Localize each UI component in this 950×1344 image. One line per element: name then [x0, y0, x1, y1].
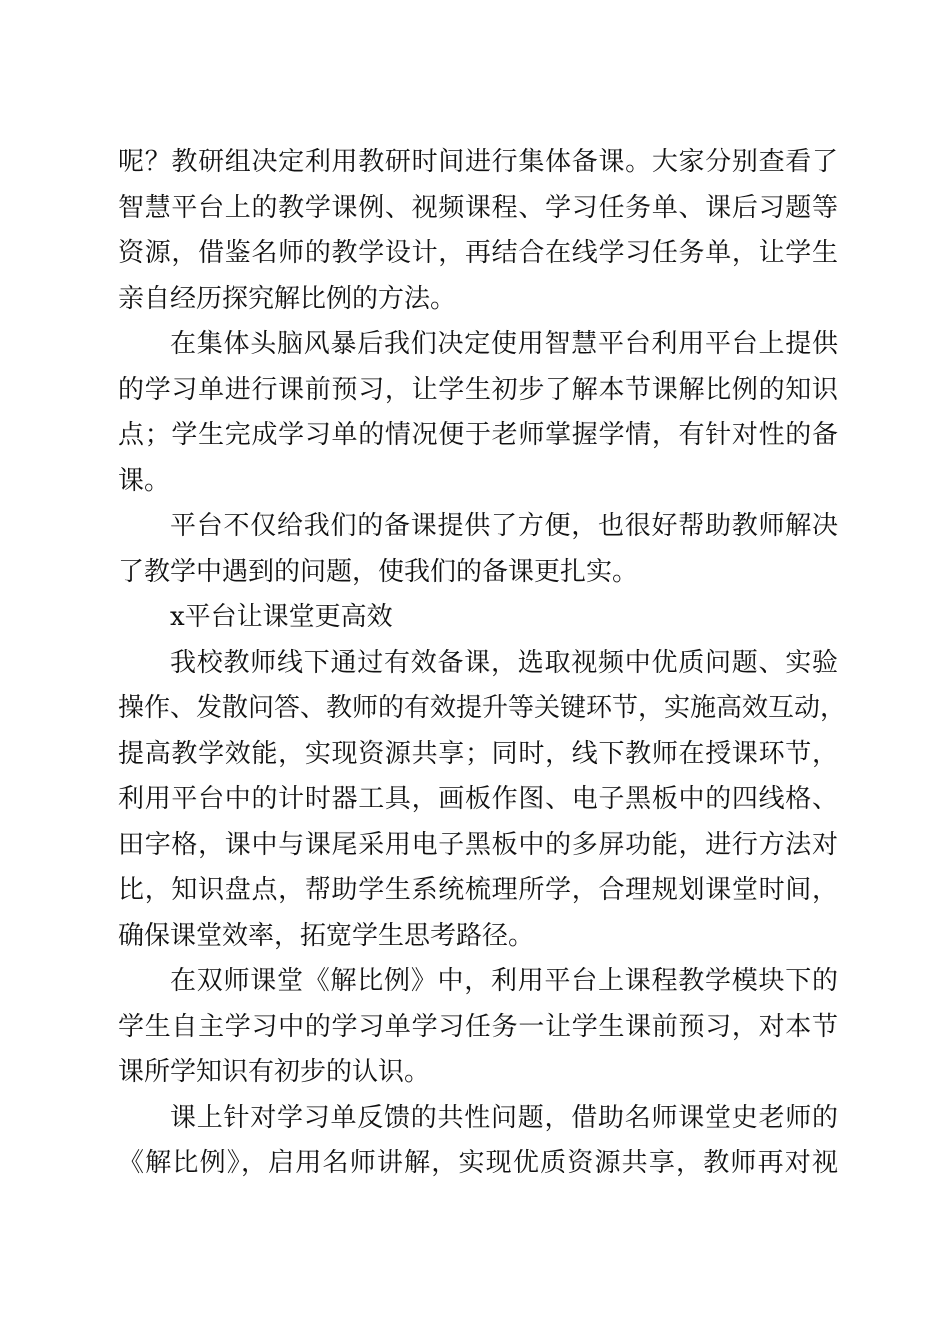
text-line: 提高教学效能，实现资源共享；同时，线下教师在授课环节，	[118, 738, 838, 769]
text-line: 在双师课堂《解比例》中，利用平台上课程教学模块下的	[170, 966, 838, 996]
text-line: 《解比例》，启用名师讲解，实现优质资源共享，教师再对视	[118, 1148, 838, 1178]
text-line: 学生自主学习中的学习单学习任务一让学生课前预习，对本节	[118, 1011, 838, 1042]
text-line: 智慧平台上的教学课例、视频课程、学习任务单、课后习题等	[118, 192, 838, 223]
text-line: 课所学知识有初步的认识。	[118, 1057, 431, 1087]
text-line: 点；学生完成学习单的情况便于老师掌握学情，有针对性的备	[118, 420, 838, 450]
text-line: 我校教师线下通过有效备课，选取视频中优质问题、实验	[170, 647, 838, 678]
text-line: 了教学中遇到的问题，使我们的备课更扎实。	[118, 556, 639, 587]
text-line: 的学习单进行课前预习，让学生初步了解本节课解比例的知识	[118, 374, 838, 405]
text-line: 资源，借鉴名师的教学设计，再结合在线学习任务单，让学生	[118, 238, 838, 268]
text-line: 课上针对学习单反馈的共性问题，借助名师课堂史老师的	[170, 1102, 838, 1133]
text-line: 课。	[118, 465, 171, 496]
text-line: 呢？教研组决定利用教研时间进行集体备课。大家分别查看了	[118, 147, 838, 177]
text-line: 田字格，课中与课尾采用电子黑板中的多屏功能，进行方法对	[118, 829, 838, 860]
text-line: 利用平台中的计时器工具，画板作图、电子黑板中的四线格、	[118, 784, 838, 814]
text-line: 亲自经历探究解比例的方法。	[118, 283, 457, 314]
section-heading: x平台让课堂更高效	[170, 602, 393, 632]
text-line: 比，知识盘点，帮助学生系统梳理所学，合理规划课堂时间，	[118, 875, 838, 905]
text-line: 操作、发散问答、教师的有效提升等关键环节，实施高效互动，	[118, 693, 847, 723]
text-line: 确保课堂效率，拓宽学生思考路径。	[118, 920, 535, 951]
body-text	[118, 140, 847, 1187]
text-line: 在集体头脑风暴后我们决定使用智慧平台利用平台上提供	[170, 329, 838, 359]
text-line: 平台不仅给我们的备课提供了方便，也很好帮助教师解决	[170, 511, 838, 541]
